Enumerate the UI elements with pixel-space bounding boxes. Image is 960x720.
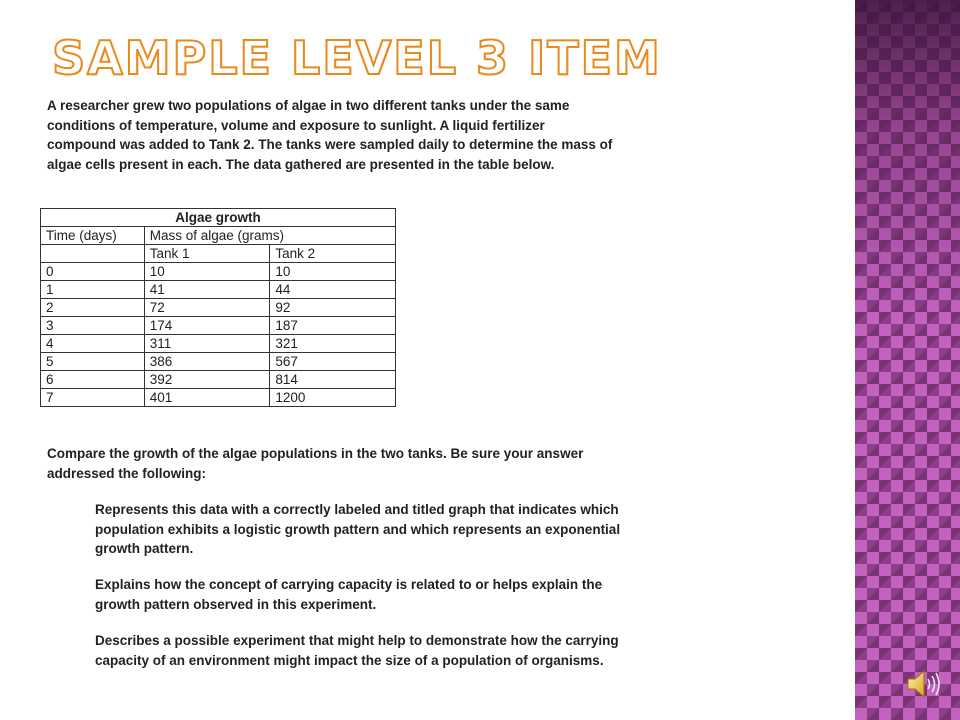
requirement-carrying-capacity: Explains how the concept of carrying capacity is related to or helps explain the growth pattern observed in this experiment.	[95, 577, 603, 612]
tank1-cell: 174	[144, 317, 270, 335]
tank2-cell: 814	[270, 371, 396, 389]
prompt-paragraph: Compare the growth of the algae populations in the two tanks. Be sure your answer addressed the following:	[47, 446, 584, 481]
day-cell: 1	[41, 281, 145, 299]
table-caption: Algae growth	[41, 209, 396, 227]
tank1-cell: 311	[144, 335, 270, 353]
tank1-header: Tank 1	[144, 245, 270, 263]
intro-paragraph: A researcher grew two populations of algae in two different tanks under the same conditions of temperature, volume and exposure to sunlight. A liquid fertilizer compound was added to Tank 2. The tanks were sampled daily to determine the mass of algae cells present in each. The data gathered are presented in the table below.	[47, 98, 613, 172]
day-cell: 6	[41, 371, 145, 389]
table-row	[41, 299, 396, 317]
empty-cell	[41, 245, 145, 263]
tank2-cell: 10	[270, 263, 396, 281]
tank1-cell: 392	[144, 371, 270, 389]
day-cell: 7	[41, 389, 145, 407]
tank2-cell: 44	[270, 281, 396, 299]
tank2-cell: 567	[270, 353, 396, 371]
speaker-icon[interactable]	[905, 668, 941, 700]
tank2-cell: 321	[270, 335, 396, 353]
table-row	[41, 371, 396, 389]
tank1-cell: 10	[144, 263, 270, 281]
slide-title: SAMPLE LEVEL 3 ITEM	[52, 31, 662, 85]
day-cell: 0	[41, 263, 145, 281]
day-cell: 4	[41, 335, 145, 353]
table-row	[41, 353, 396, 371]
table-row	[41, 335, 396, 353]
day-cell: 2	[41, 299, 145, 317]
table-row	[41, 281, 396, 299]
requirement-graph: Represents this data with a correctly labeled and titled graph that indicates which population exhibits a logistic growth pattern and which represents an exponential growth pattern.	[95, 502, 621, 556]
table-subheader-row	[41, 245, 396, 263]
tank2-header: Tank 2	[270, 245, 396, 263]
table-header-row	[41, 227, 396, 245]
tank1-cell: 401	[144, 389, 270, 407]
tank2-cell: 187	[270, 317, 396, 335]
requirement-experiment: Describes a possible experiment that might help to demonstrate how the carrying capacity of an environment might impact the size of a population of organisms.	[95, 633, 619, 668]
day-cell: 3	[41, 317, 145, 335]
table-caption-row	[41, 209, 396, 227]
decorative-side-panel	[855, 0, 960, 720]
algae-growth-table	[40, 208, 396, 407]
table-row	[41, 389, 396, 407]
tank1-cell: 41	[144, 281, 270, 299]
table-row	[41, 263, 396, 281]
tank2-cell: 92	[270, 299, 396, 317]
tank1-cell: 386	[144, 353, 270, 371]
mass-header: Mass of algae (grams)	[144, 227, 395, 245]
time-header: Time (days)	[41, 227, 145, 245]
tank1-cell: 72	[144, 299, 270, 317]
day-cell: 5	[41, 353, 145, 371]
table-row	[41, 317, 396, 335]
tank2-cell: 1200	[270, 389, 396, 407]
